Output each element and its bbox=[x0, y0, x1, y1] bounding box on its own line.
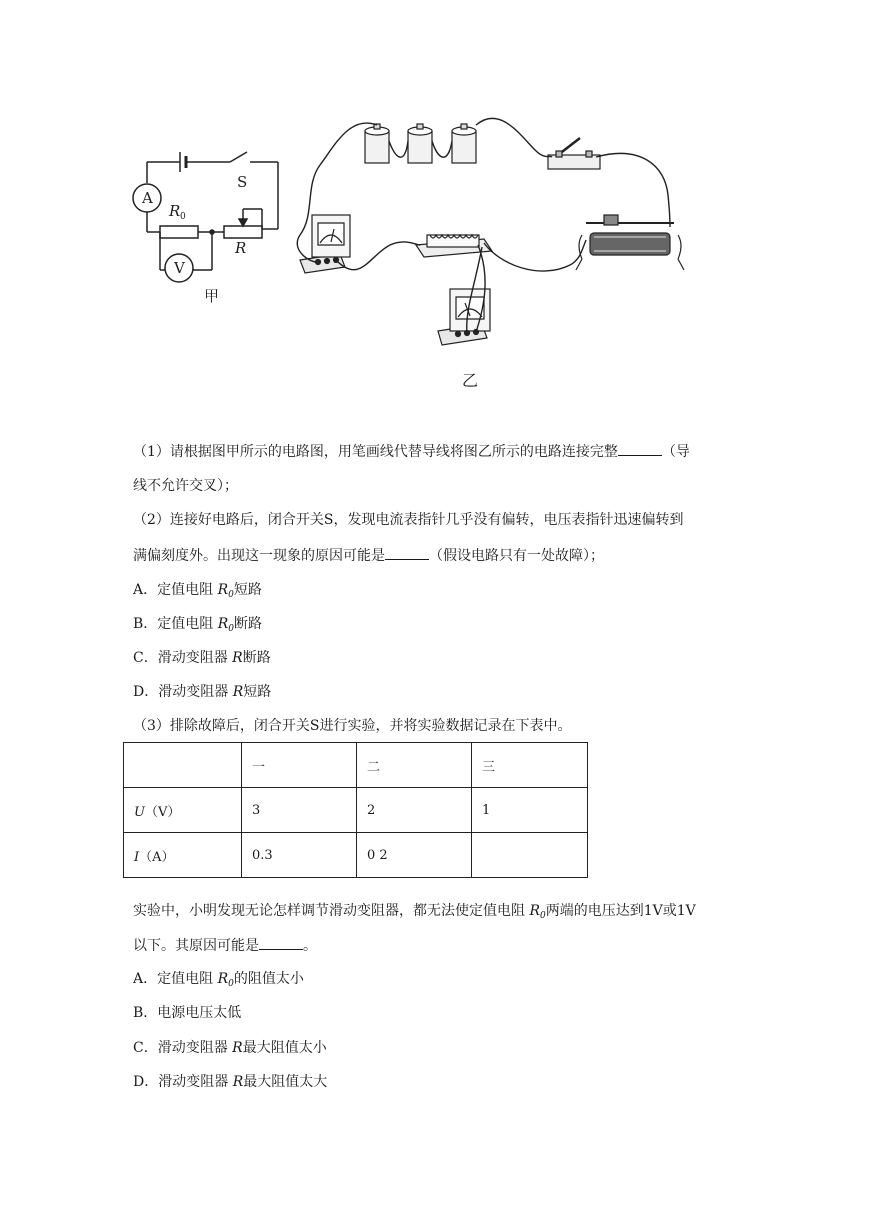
ammeter-device bbox=[300, 215, 350, 273]
table-header-row bbox=[124, 743, 588, 788]
q2-line2 bbox=[133, 545, 604, 566]
row-label-var: I bbox=[134, 849, 140, 865]
option-suffix: 最大阻值太小 bbox=[242, 1040, 327, 1056]
option-sub: 0 bbox=[228, 624, 235, 634]
table-cell: 0.3 bbox=[242, 833, 357, 878]
q2-line1: （2）连接好电路后，闭合开关S，发现电流表指针几乎没有偏转，电压表指针迅速偏转到 bbox=[133, 512, 684, 528]
q3-after2-end: 。 bbox=[303, 938, 317, 954]
option-suffix: 断路 bbox=[234, 616, 263, 632]
r-label: R bbox=[235, 239, 247, 257]
table-cell: 二 bbox=[357, 743, 472, 788]
figure-label-yi: 乙 bbox=[462, 371, 479, 390]
r0-subscript: 0 bbox=[180, 212, 186, 222]
circuit-figure bbox=[120, 105, 720, 405]
table-row-label bbox=[124, 788, 242, 833]
circuit-diagrams bbox=[120, 105, 720, 405]
option-prefix: C．滑动变阻器 bbox=[133, 650, 233, 666]
table-cell bbox=[124, 743, 242, 788]
table-row-voltage bbox=[124, 788, 588, 833]
q3-answer-blank[interactable] bbox=[259, 935, 303, 950]
figure-label-jia: 甲 bbox=[204, 287, 220, 305]
q3-option-c bbox=[133, 1038, 327, 1058]
q2-option-b bbox=[133, 614, 262, 639]
table-cell: 1 bbox=[472, 788, 588, 833]
q2-text-end: （假设电路只有一处故障）； bbox=[429, 548, 604, 564]
q1-line2: 线不允许交叉）； bbox=[133, 478, 238, 494]
q1-answer-blank[interactable] bbox=[618, 441, 662, 456]
q3-after2-text: 以下。其原因可能是 bbox=[133, 938, 259, 954]
table-cell: 2 bbox=[357, 788, 472, 833]
option-var: R bbox=[217, 582, 229, 598]
row-label-var: U bbox=[134, 804, 145, 820]
q3-after-line1 bbox=[133, 901, 696, 926]
option-var: R bbox=[232, 684, 244, 700]
q3-intro: （3）排除故障后，闭合开关S进行实验，并将实验数据记录在下表中。 bbox=[133, 718, 572, 734]
option-prefix: A．定值电阻 bbox=[133, 582, 218, 598]
table-row-current bbox=[124, 833, 588, 878]
q3-option-d bbox=[133, 1072, 327, 1092]
option-var: R bbox=[217, 971, 229, 987]
r0-label: R bbox=[169, 202, 181, 220]
q3-after-text-b: 两端的电压达到1V或1V bbox=[545, 903, 696, 919]
switch-label: S bbox=[237, 173, 248, 191]
option-var: R bbox=[217, 616, 229, 632]
voltmeter-symbol: V bbox=[174, 259, 185, 277]
q1-text: （1）请根据图甲所示的电路图，用笔画线代替导线将图乙所示的电路连接完整 bbox=[133, 444, 618, 460]
option-var: R bbox=[232, 1040, 243, 1056]
option-prefix: C．滑动变阻器 bbox=[133, 1040, 233, 1056]
q2-option-a bbox=[133, 580, 262, 605]
q1-text-end: （导 bbox=[661, 444, 690, 460]
data-table bbox=[123, 742, 588, 878]
option-var: R bbox=[232, 650, 243, 666]
q2-option-c bbox=[133, 648, 271, 668]
option-sub: 0 bbox=[228, 590, 234, 600]
apparatus-yi bbox=[297, 118, 684, 345]
option-suffix: 最大阻值太大 bbox=[243, 1074, 328, 1090]
q2-answer-blank[interactable] bbox=[385, 545, 429, 560]
option-sub: 0 bbox=[228, 979, 234, 989]
option-suffix: 断路 bbox=[242, 650, 271, 666]
q3-after-sub: 0 bbox=[540, 911, 546, 921]
option-prefix: B．电源电压太低 bbox=[133, 1005, 242, 1021]
q3-option-a bbox=[133, 969, 304, 994]
row-label-unit: （V） bbox=[144, 804, 181, 820]
table-cell: 三 bbox=[472, 743, 588, 788]
q3-option-b bbox=[133, 1003, 241, 1023]
slide-rheostat bbox=[576, 215, 684, 270]
q3-after-line2 bbox=[133, 935, 317, 956]
q3-after-text: 实验中，小明发现无论怎样调节滑动变阻器，都无法使定值电阻 bbox=[133, 903, 530, 919]
option-suffix: 短路 bbox=[243, 684, 272, 700]
schematic-jia bbox=[133, 152, 278, 282]
table-cell: 3 bbox=[242, 788, 357, 833]
option-var: R bbox=[232, 1074, 244, 1090]
table-cell bbox=[472, 833, 588, 878]
option-prefix: D．滑动变阻器 bbox=[133, 1074, 233, 1090]
voltmeter-device bbox=[438, 289, 490, 345]
option-prefix: A．定值电阻 bbox=[133, 971, 218, 987]
q2-option-d bbox=[133, 682, 271, 702]
q3-after-var: R bbox=[529, 903, 540, 919]
table-cell: 0 2 bbox=[357, 833, 472, 878]
ammeter-symbol: A bbox=[142, 189, 153, 207]
option-prefix: D．滑动变阻器 bbox=[133, 684, 233, 700]
q1-line1 bbox=[133, 441, 690, 462]
row-label-unit: （A） bbox=[139, 849, 175, 865]
table-cell: 一 bbox=[242, 743, 357, 788]
option-prefix: B．定值电阻 bbox=[133, 616, 218, 632]
connecting-wires bbox=[297, 118, 670, 333]
option-suffix: 短路 bbox=[233, 582, 262, 598]
knife-switch bbox=[548, 138, 600, 169]
table-row-label bbox=[124, 833, 242, 878]
option-suffix: 的阻值太小 bbox=[233, 971, 304, 987]
q2-text: 满偏刻度外。出现这一现象的原因可能是 bbox=[133, 548, 385, 564]
battery-cells bbox=[365, 124, 476, 163]
